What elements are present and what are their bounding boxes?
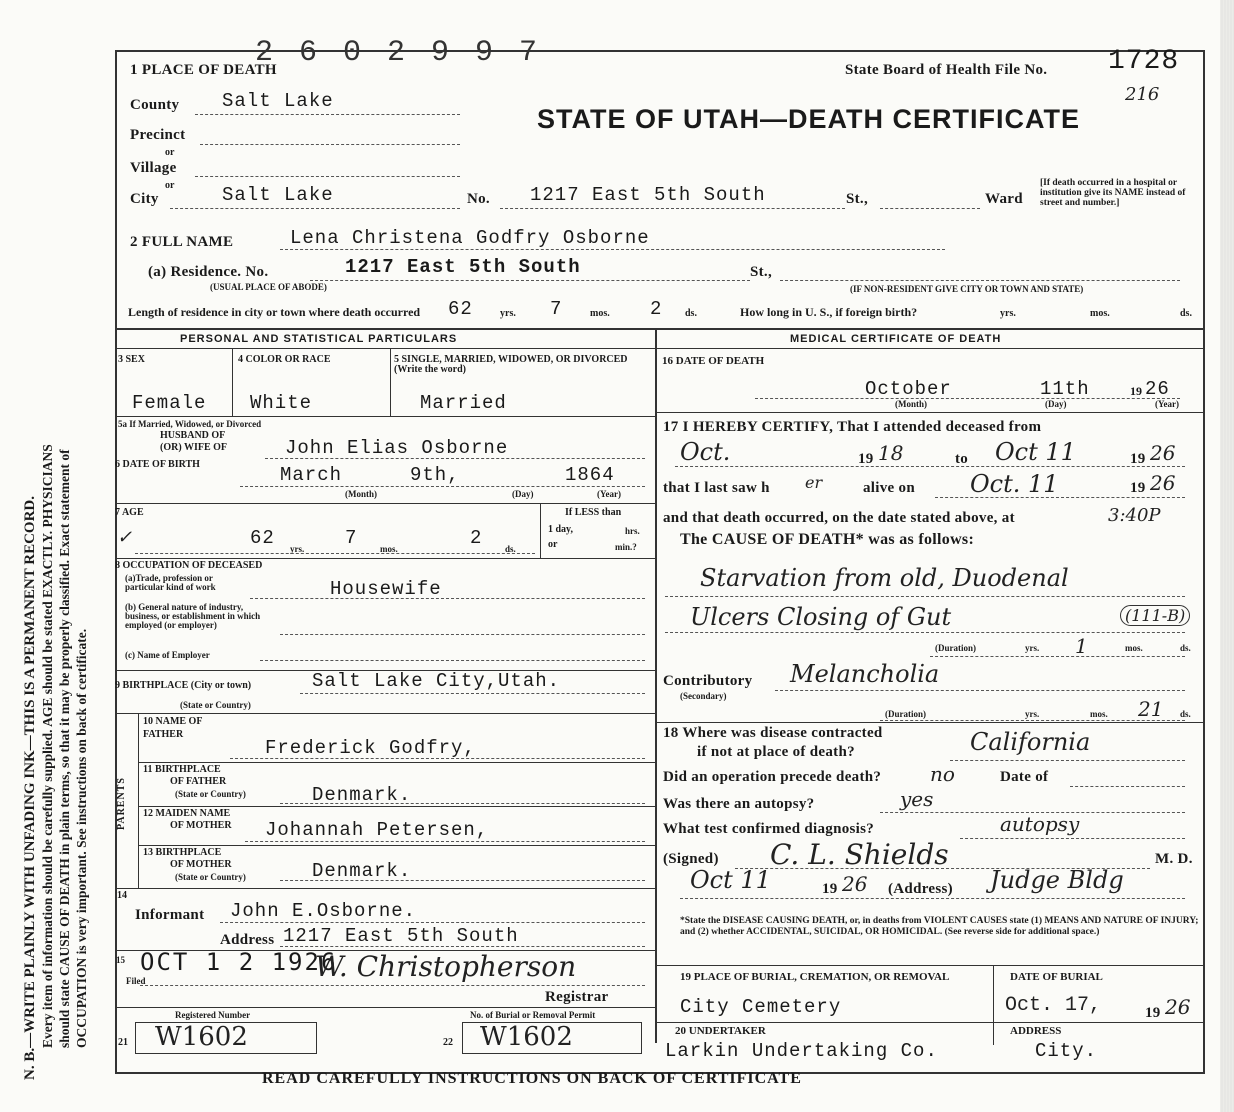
contributory-value: Melancholia — [790, 660, 940, 688]
age-months: 7 — [345, 527, 358, 549]
city-value: Salt Lake — [222, 184, 334, 206]
village-label: Village — [130, 160, 177, 176]
personal-section-title: PERSONAL AND STATISTICAL PARTICULARS — [180, 333, 458, 345]
contributory-duration-days: 21 — [1138, 697, 1164, 721]
dob-label: 6 DATE OF BIRTH — [115, 459, 200, 470]
ward-note: [If death occurred in a hospital or institution give its NAME instead of street and number.] — [1040, 178, 1186, 208]
page-edge — [1220, 0, 1234, 1112]
city-label: City — [130, 191, 159, 207]
registrar-signature: W. Christopherson — [315, 950, 577, 983]
parents-label: PARENTS — [116, 777, 127, 830]
last-saw-year: 26 — [1150, 471, 1176, 495]
undertaker-value: Larkin Undertaking Co. — [665, 1040, 938, 1062]
medical-section-title: MEDICAL CERTIFICATE OF DEATH — [790, 333, 1002, 345]
attended-from-year: 18 — [878, 441, 904, 465]
ward-label: Ward — [985, 191, 1023, 207]
sign-date: Oct 11 — [690, 866, 771, 894]
length-days: 2 — [650, 298, 663, 320]
physician-signature: C. L. Shields — [770, 838, 949, 871]
undertaker-label: 20 UNDERTAKER — [675, 1025, 766, 1037]
dob-month: March — [280, 464, 343, 486]
length-years: 62 — [448, 298, 473, 320]
street-value: 1217 East 5th South — [530, 184, 766, 206]
color-label: 4 COLOR OR RACE — [238, 354, 331, 365]
burial-date: Oct. 17, — [1005, 994, 1102, 1017]
birthplace-label: 9 BIRTHPLACE (City or town) — [115, 680, 252, 691]
footnote: *State the DISEASE CAUSING DEATH, or, in deaths from VIOLENT CAUSES state (1) MEANS AND NATURE OF INJURY; and (2) whether ACCIDENTAL, SUICIDAL, OR HOMICIDAL. (See reverse side for additional space.) — [680, 916, 1199, 937]
mother-birthplace: Denmark. — [312, 860, 412, 882]
spouse-value: John Elias Osborne — [285, 437, 509, 459]
last-saw-date: Oct. 11 — [970, 470, 1059, 498]
autopsy-value: yes — [900, 787, 934, 811]
undertaker-address-label: ADDRESS — [1010, 1025, 1062, 1037]
burial-place-label: 19 PLACE OF BURIAL, CREMATION, OR REMOVAL — [680, 971, 950, 983]
county-label: County — [130, 97, 180, 113]
cause-label: The CAUSE OF DEATH* was as follows: — [680, 531, 975, 548]
contracted-value: California — [970, 728, 1091, 756]
burial-year: 26 — [1165, 995, 1191, 1019]
burial-place: City Cemetery — [680, 996, 842, 1018]
street-no-label: No. — [467, 191, 490, 207]
file-number-label: State Board of Health File No. — [845, 62, 1048, 78]
county-value: Salt Lake — [222, 90, 334, 112]
attended-from: Oct. — [680, 438, 731, 466]
date-of-death-label: 16 DATE OF DEATH — [662, 355, 765, 367]
margin-line-3: should state CAUSE OF DEATH in plain terms, so that it may be properly classified. Exact statement of — [57, 449, 72, 1048]
cause-duration-months: 1 — [1075, 634, 1088, 658]
file-number-sub: 216 — [1125, 84, 1160, 105]
burial-date-label: DATE OF BURIAL — [1010, 971, 1103, 983]
father-name: Frederick Godfry, — [265, 737, 476, 759]
full-name-value: Lena Christena Godfry Osborne — [290, 227, 650, 249]
margin-line-4: OCCUPATION is very important. See instructions on back of certificate. — [74, 628, 89, 1048]
death-time: 3:40P — [1108, 505, 1161, 526]
cause-line-2: Ulcers Closing of Gut — [690, 603, 952, 631]
stamp-number: 2 6 0 2 9 9 7 — [255, 36, 542, 70]
registrar-label: Registrar — [545, 989, 609, 1005]
occupation-label: 8 OCCUPATION OF DECEASED — [115, 560, 263, 571]
precinct-label: Precinct — [130, 127, 186, 143]
age-years: 62 — [250, 527, 275, 549]
death-day: 11th — [1040, 378, 1090, 400]
place-of-death-label: 1 PLACE OF DEATH — [130, 62, 277, 78]
test-value: autopsy — [1000, 812, 1080, 836]
operation-value: no — [930, 762, 955, 786]
last-saw-pronoun: er — [805, 473, 823, 492]
residence-value: 1217 East 5th South — [345, 256, 581, 278]
filed-date: OCT 1 2 1926 — [140, 948, 338, 976]
dob-year: 1864 — [565, 464, 615, 486]
margin-line-1: N. B.—WRITE PLAINLY WITH UNFADING INK—THIS IS A PERMANENT RECORD. — [22, 496, 38, 1080]
margin-line-2: Every item of information should be carefully supplied. AGE should be stated EXACTLY. PHYSICIANS — [40, 444, 55, 1048]
full-name-label: 2 FULL NAME — [130, 234, 234, 250]
marital-label: 5 SINGLE, MARRIED, WIDOWED, OR DIVORCED (Write the word) — [394, 354, 628, 375]
file-number: 1728 — [1108, 46, 1180, 77]
footer-note: READ CAREFULLY INSTRUCTIONS ON BACK OF CERTIFICATE — [262, 1070, 802, 1087]
certify-text: 17 I HEREBY CERTIFY, That I attended deceased from — [663, 419, 1042, 435]
mother-name: Johannah Petersen, — [265, 819, 489, 841]
contributory-label: Contributory — [663, 673, 753, 689]
registered-number: W1602 — [155, 1022, 248, 1052]
length-months: 7 — [550, 298, 563, 320]
age-days: 2 — [470, 527, 483, 549]
marital-value: Married — [420, 392, 507, 414]
length-of-residence-label: Length of residence in city or town where death occurred — [128, 305, 421, 319]
dob-day: 9th, — [410, 464, 460, 486]
occupation-value: Housewife — [330, 578, 442, 600]
attended-to-year: 26 — [1150, 441, 1176, 465]
death-month: October — [865, 378, 952, 400]
informant-label: Informant — [135, 907, 205, 923]
sign-year: 26 — [842, 872, 868, 896]
birthplace-value: Salt Lake City,Utah. — [312, 670, 561, 692]
cause-code: (111-B) — [1120, 605, 1190, 626]
informant-value: John E.Osborne. — [230, 900, 417, 922]
physician-address: Judge Bldg — [990, 866, 1124, 894]
attended-to: Oct 11 — [995, 438, 1076, 466]
burial-permit-number: W1602 — [480, 1022, 573, 1052]
page-title: STATE OF UTAH—DEATH CERTIFICATE — [537, 104, 1080, 134]
father-birthplace: Denmark. — [312, 784, 412, 806]
color-value: White — [250, 392, 313, 414]
margin-instructions — [0, 0, 110, 1112]
undertaker-address: City. — [1035, 1040, 1098, 1062]
sex-label: 3 SEX — [118, 354, 145, 365]
age-label: 7 AGE — [115, 507, 144, 518]
death-year: 26 — [1145, 378, 1170, 400]
residence-label: (a) Residence. No. — [148, 264, 269, 280]
sex-value: Female — [132, 392, 207, 414]
informant-address: 1217 East 5th South — [283, 925, 519, 947]
cause-line-1: Starvation from old, Duodenal — [700, 564, 1069, 592]
informant-address-label: Address — [220, 932, 275, 948]
